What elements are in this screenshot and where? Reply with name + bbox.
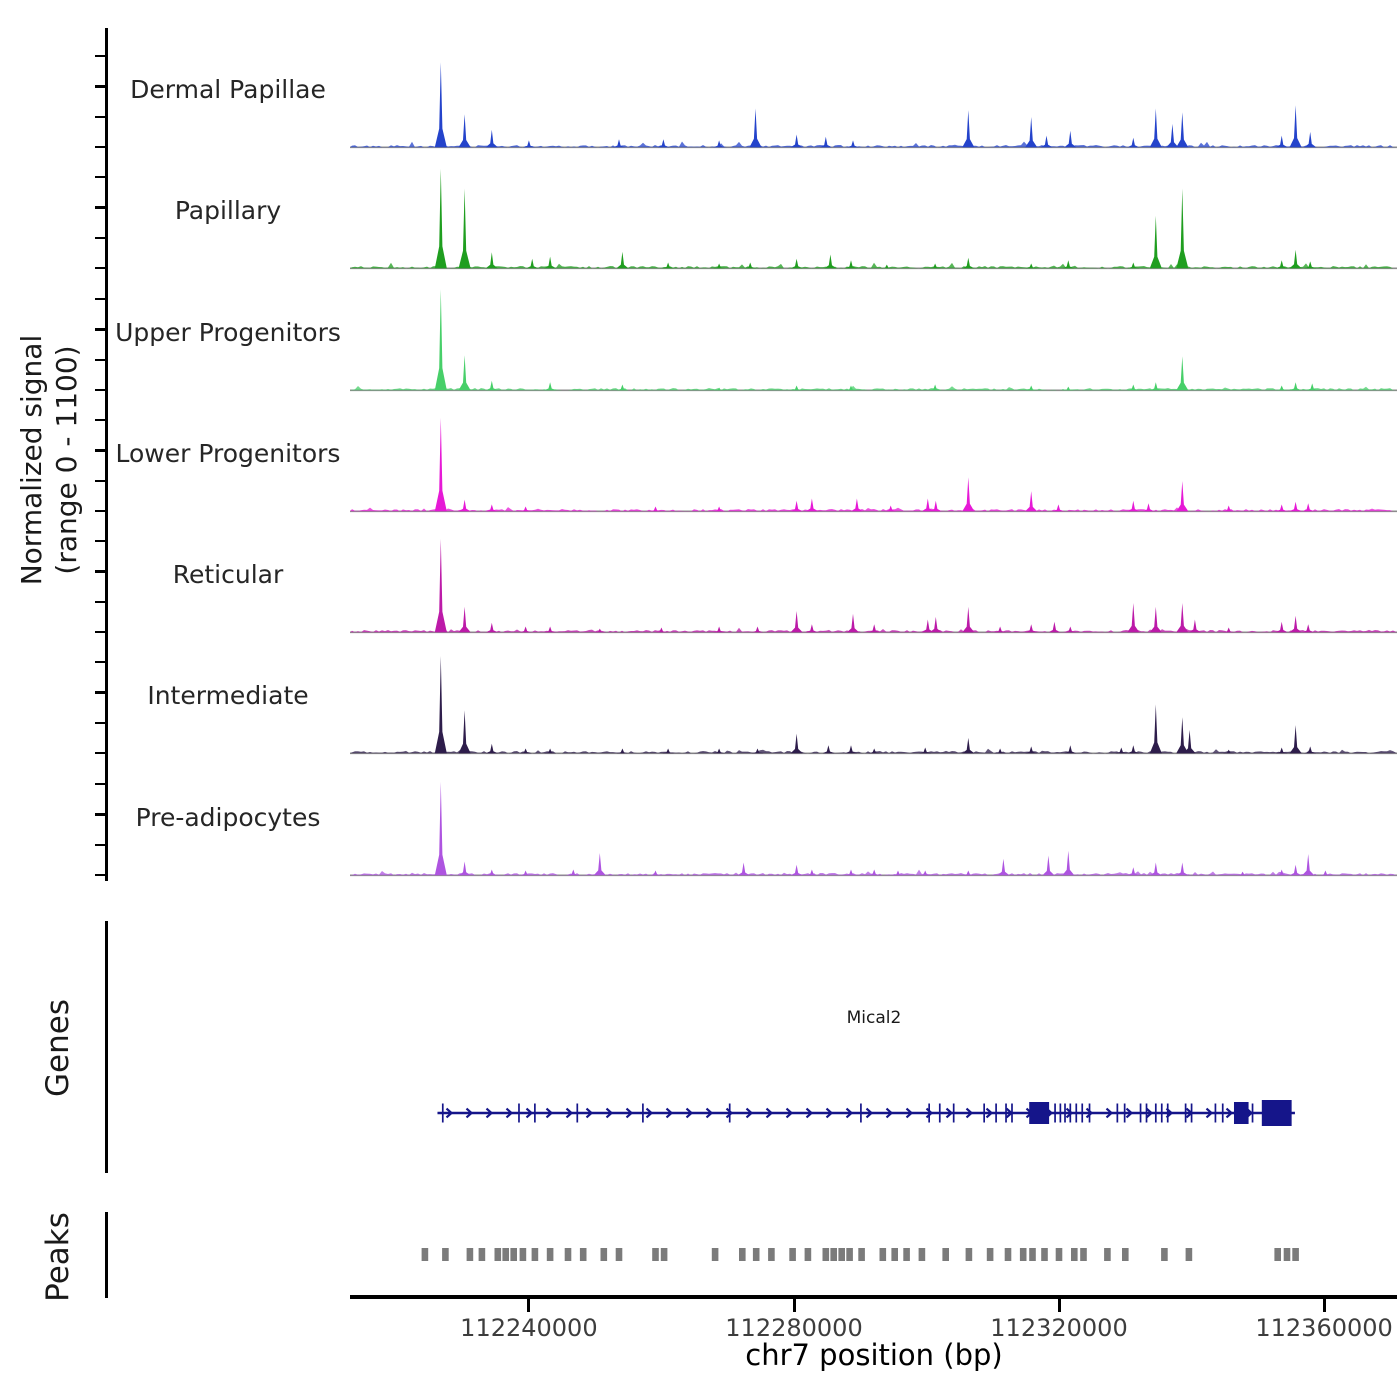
signal-y-tick — [95, 176, 105, 179]
signal-y-tick — [95, 661, 105, 664]
track-signal-peaks — [435, 62, 1316, 147]
signal-y-tick — [95, 419, 105, 422]
signal-y-tick — [95, 206, 105, 209]
signal-y-tick — [95, 328, 105, 331]
peak-box — [846, 1248, 853, 1261]
track-label-lower-progenitors: Lower Progenitors — [115, 439, 341, 468]
peak-box — [1005, 1248, 1012, 1261]
gene-body-mical2 — [350, 1082, 1397, 1146]
peak-box — [547, 1248, 554, 1261]
signal-track-intermediate — [350, 634, 1397, 755]
track-label-papillary: Papillary — [174, 196, 282, 225]
signal-y-tick — [95, 146, 105, 149]
peak-box — [823, 1248, 830, 1261]
peak-box — [739, 1248, 746, 1261]
track-label-intermediate: Intermediate — [147, 681, 309, 710]
signal-y-tick — [95, 298, 105, 301]
peak-box — [1186, 1248, 1193, 1261]
signal-y-axis-label — [14, 150, 86, 770]
peak-box — [1041, 1248, 1048, 1261]
gene-exon-box — [1234, 1102, 1249, 1124]
peak-box — [532, 1248, 539, 1261]
signal-y-axis-label-line2: (range 0 - 1100) — [50, 345, 83, 575]
signal-y-tick — [95, 480, 105, 483]
signal-y-tick — [95, 813, 105, 816]
track-noise — [350, 263, 1397, 269]
signal-y-tick — [95, 510, 105, 513]
signal-y-tick — [95, 85, 105, 88]
x-tick-label: 112320000 — [990, 1314, 1128, 1342]
signal-y-tick — [95, 631, 105, 634]
peak-box — [479, 1248, 486, 1261]
track-label-pre-adipocytes: Pre-adipocytes — [135, 803, 321, 832]
peak-box — [712, 1248, 719, 1261]
peak-box — [1161, 1248, 1168, 1261]
peaks-boxes — [350, 1244, 1397, 1266]
peaks-axis-line — [105, 1212, 108, 1298]
x-axis-tick — [527, 1299, 530, 1312]
track-label-upper-progenitors: Upper Progenitors — [115, 318, 341, 347]
peak-box — [1056, 1248, 1063, 1261]
peak-box — [942, 1248, 949, 1261]
signal-y-axis-label-line1: Normalized signal — [15, 334, 48, 586]
peak-box — [510, 1248, 517, 1261]
peak-box — [987, 1248, 994, 1261]
peak-box — [789, 1248, 796, 1261]
genes-axis-line — [105, 921, 108, 1173]
peak-box — [565, 1248, 572, 1261]
signal-y-tick — [95, 237, 105, 240]
signal-track-dermal-papillae — [350, 28, 1397, 149]
peak-box — [830, 1248, 837, 1261]
peak-box — [652, 1248, 659, 1261]
peak-box — [1292, 1248, 1299, 1261]
signal-track-lower-progenitors — [350, 392, 1397, 513]
peak-box — [753, 1248, 760, 1261]
peaks-label: Peaks — [40, 1212, 76, 1302]
signal-track-pre-adipocytes — [350, 756, 1397, 877]
gene-exon-box — [1262, 1100, 1292, 1126]
peak-box — [520, 1248, 527, 1261]
signal-y-tick — [95, 540, 105, 543]
peak-box — [805, 1248, 812, 1261]
peak-box — [661, 1248, 668, 1261]
signal-y-tick — [95, 844, 105, 847]
peak-box — [502, 1248, 509, 1261]
peak-box — [616, 1248, 623, 1261]
signal-y-tick — [95, 116, 105, 119]
x-axis-title: chr7 position (bp) — [745, 1338, 1003, 1372]
signal-y-tick — [95, 389, 105, 392]
peak-box — [858, 1248, 865, 1261]
x-tick-label: 112360000 — [1255, 1314, 1393, 1342]
signal-track-upper-progenitors — [350, 271, 1397, 392]
signal-y-tick — [95, 722, 105, 725]
track-noise — [350, 142, 1397, 148]
peak-box — [1020, 1248, 1027, 1261]
genes-label: Genes — [40, 999, 76, 1097]
gene-name-label: Mical2 — [846, 1008, 902, 1028]
signal-track-papillary — [350, 149, 1397, 270]
peak-box — [495, 1248, 502, 1261]
peak-box — [1122, 1248, 1129, 1261]
peak-box — [1029, 1248, 1036, 1261]
peak-box — [880, 1248, 887, 1261]
track-label-reticular: Reticular — [172, 560, 284, 589]
signal-y-tick — [95, 570, 105, 573]
track-noise — [350, 386, 1397, 391]
signal-y-tick — [95, 267, 105, 270]
x-axis-tick — [1058, 1299, 1061, 1312]
signal-y-tick — [95, 601, 105, 604]
peak-box — [1274, 1248, 1281, 1261]
signal-y-tick — [95, 449, 105, 452]
track-signal-peaks — [435, 539, 1314, 633]
peak-box — [768, 1248, 775, 1261]
peak-box — [467, 1248, 474, 1261]
gene-exon-box — [1029, 1102, 1049, 1124]
signal-y-tick — [95, 359, 105, 362]
x-axis-tick — [793, 1299, 796, 1312]
signal-y-tick — [95, 691, 105, 694]
x-tick-label: 112240000 — [460, 1314, 598, 1342]
peak-box — [891, 1248, 898, 1261]
peak-box — [919, 1248, 926, 1261]
track-noise — [350, 507, 1397, 511]
peak-box — [442, 1248, 449, 1261]
track-signal-peaks — [435, 169, 1316, 268]
track-signal-peaks — [435, 782, 1332, 876]
peak-box — [1284, 1248, 1291, 1261]
peak-box — [1071, 1248, 1078, 1261]
signal-track-reticular — [350, 513, 1397, 634]
track-signal-peaks — [435, 289, 1318, 390]
track-signal-peaks — [435, 418, 1314, 512]
x-tick-label: 112280000 — [725, 1314, 863, 1342]
track-label-dermal-papillae: Dermal Papillae — [130, 75, 326, 104]
peak-box — [1104, 1248, 1111, 1261]
signal-y-tick — [95, 874, 105, 877]
peak-box — [966, 1248, 973, 1261]
track-signal-peaks — [435, 656, 1316, 753]
x-axis-tick — [1323, 1299, 1326, 1312]
signal-y-tick — [95, 752, 105, 755]
peak-box — [903, 1248, 910, 1261]
peak-box — [838, 1248, 845, 1261]
peak-box — [580, 1248, 587, 1261]
peak-box — [422, 1248, 429, 1261]
signal-y-tick — [95, 783, 105, 786]
x-axis-line — [350, 1295, 1397, 1299]
signal-y-tick — [95, 55, 105, 58]
peak-box — [601, 1248, 608, 1261]
peak-box — [1080, 1248, 1087, 1261]
